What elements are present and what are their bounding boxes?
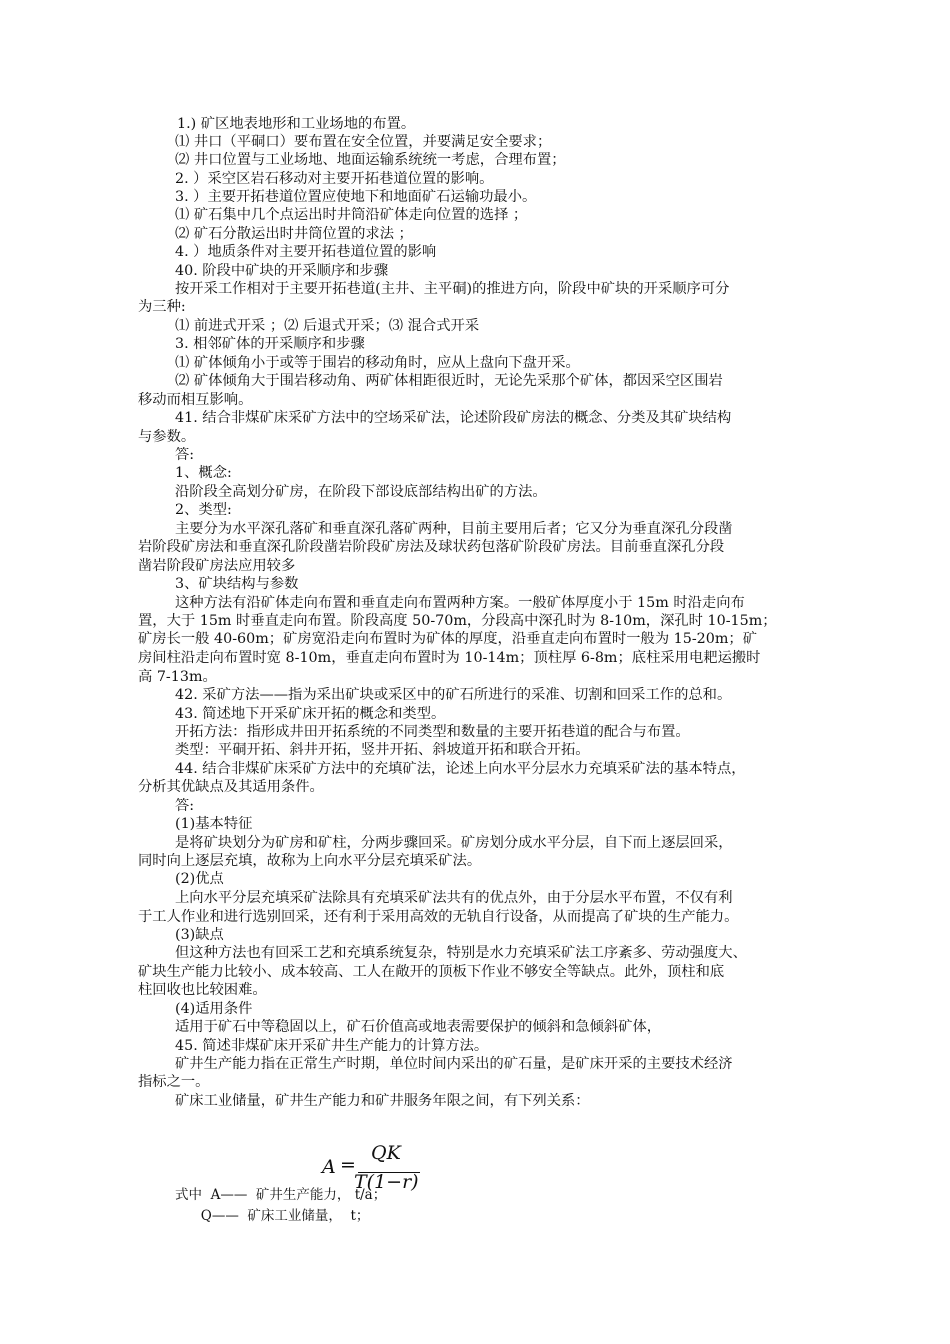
text-line: 44. 结合非煤矿床采矿方法中的充填矿法，论述上向水平分层水力充填采矿法的基本特点， [175, 761, 746, 777]
text-line: ⑵ 井口位置与工业场地、地面运输系统统一考虑，合理布置； [175, 152, 566, 168]
text-line: (2)优点 [175, 871, 224, 887]
text-line: 答: [175, 447, 195, 463]
text-line: 按开采工作相对于主要开拓巷道(主井、主平硐)的推进方向，阶段中矿块的开采顺序可分 [175, 281, 730, 297]
text-line: 3. 相邻矿体的开采顺序和步骤 [175, 336, 365, 352]
text-line: 与参数。 [138, 429, 196, 445]
text-line: ⑵ 矿体倾角大于围岩移动角、两矿体相距很近时，无论先采那个矿体，都因采空区围岩 [175, 373, 723, 389]
text-line: 1.) 矿区地表地形和工业场地的布置。 [177, 116, 416, 132]
text-line: 42. 采矿方法——指为采出矿块或采区中的矿石所进行的采准、切割和回采工作的总和。 [175, 687, 732, 703]
text-line: 矿床工业储量，矿井生产能力和矿井服务年限之间，有下列关系： [175, 1093, 590, 1109]
text-line: 2. ）采空区岩石移动对主要开拓巷道位置的影响。 [175, 171, 494, 187]
text-line: ⑴ 矿体倾角小于或等于围岩的移动角时，应从上盘向下盘开采。 [175, 355, 580, 371]
text-line: 矿房长一般 40-60m；矿房宽沿走向布置时为矿体的厚度，沿垂直走向布置时一般为 15-20m；矿 [138, 631, 758, 647]
text-line: 柱回收也比较困难。 [138, 982, 267, 998]
text-line: 类型：平硐开拓、斜井开拓，竖井开拓、斜坡道开拓和联合开拓。 [175, 742, 590, 758]
text-line: 为三种: [138, 299, 186, 315]
formula-definition: Q—— 矿床工业储量， t； [175, 1208, 370, 1224]
text-line: 沿阶段全高划分矿房，在阶段下部设底部结构出矿的方法。 [175, 484, 547, 500]
text-line: 凿岩阶段矿房法应用较多 [138, 558, 296, 574]
formula-definition: 式中 A—— 矿井生产能力， t/a； [175, 1187, 387, 1203]
formula-lhs: A [322, 1156, 336, 1178]
text-line: ⑵ 矿石分散运出时井筒位置的求法 ； [175, 226, 413, 242]
text-line: 2、类型: [175, 502, 232, 518]
text-line: 1、概念: [175, 465, 232, 481]
text-line: 高 7-13m。 [138, 669, 217, 685]
text-line: 指标之一。 [138, 1074, 210, 1090]
formula-equals: = [340, 1154, 356, 1176]
text-line: 适用于矿石中等稳固以上，矿石价值高或地表需要保护的倾斜和急倾斜矿体， [175, 1019, 662, 1035]
formula-numerator: QK [371, 1142, 401, 1164]
text-line: 矿井生产能力指在正常生产时期，单位时间内采出的矿石量，是矿床开采的主要技术经济 [175, 1056, 733, 1072]
text-line: ⑴ 前进式开采 ；⑵ 后退式开采；⑶ 混合式开采 [175, 318, 480, 334]
text-line: 3、矿块结构与参数 [175, 576, 299, 592]
text-line: 但这种方法也有回采工艺和充填系统复杂，特别是水力充填采矿法工序紊多、劳动强度大、 [175, 945, 747, 961]
text-line: 主要分为水平深孔落矿和垂直深孔落矿两种，目前主要用后者；它又分为垂直深孔分段凿 [175, 521, 733, 537]
text-line: 房间柱沿走向布置时宽 8-10m，垂直走向布置时为 10-14m；顶柱厚 6-8m；底柱采用电耙运搬时 [138, 650, 761, 666]
text-line: 分析其优缺点及其适用条件。 [138, 779, 324, 795]
text-line: 岩阶段矿房法和垂直深孔阶段凿岩阶段矿房法及球状药包落矿阶段矿房法。目前垂直深孔分段 [138, 539, 725, 555]
text-line: (4)适用条件 [175, 1001, 253, 1017]
text-line: 45. 简述非煤矿床开采矿井生产能力的计算方法。 [175, 1038, 489, 1054]
text-line: 3. ）主要开拓巷道位置应使地下和地面矿石运输功最小。 [175, 189, 537, 205]
text-line: 矿块生产能力比较小、成本较高、工人在敞开的顶板下作业不够安全等缺点。此外，顶柱和底 [138, 964, 725, 980]
text-line: 置，大于 15m 时垂直走向布置。阶段高度 50-70m，分段高中深孔时为 8-10m，深孔时 10-15m； [138, 613, 777, 629]
text-line: 4. ）地质条件对主要开拓巷道位置的影响 [175, 244, 437, 260]
text-line: 于工人作业和进行选别回采，还有利于采用高效的无轨自行设备，从而提高了矿块的生产能力。 [138, 909, 739, 925]
text-line: 答: [175, 798, 195, 814]
text-line: 41. 结合非煤矿床采矿方法中的空场采矿法，论述阶段矿房法的概念、分类及其矿块结构 [175, 410, 732, 426]
text-line: ⑴ 矿石集中几个点运出时井筒沿矿体走向位置的选择 ； [175, 207, 528, 223]
text-line: 这种方法有沿矿体走向布置和垂直走向布置两种方案。一般矿体厚度小于 15m 时沿走向布 [175, 595, 745, 611]
text-line: ⑴ 井口（平硐口）要布置在安全位置，并要满足安全要求； [175, 134, 552, 150]
formula-denominator: T(1−r) [354, 1171, 419, 1193]
text-line: 是将矿块划分为矿房和矿柱，分两步骤回采。矿房划分成水平分层，自下而上逐层回采， [175, 835, 733, 851]
text-line: 上向水平分层充填采矿法除具有充填采矿法共有的优点外，由于分层水平布置，不仅有利 [175, 890, 733, 906]
text-line: 开拓方法：指形成井田开拓系统的不同类型和数量的主要开拓巷道的配合与布置。 [175, 724, 690, 740]
text-line: 移动而相互影响。 [138, 392, 253, 408]
text-line: (3)缺点 [175, 927, 224, 943]
text-line: 同时向上逐层充填，故称为上向水平分层充填采矿法。 [138, 853, 482, 869]
text-line: 43. 简述地下开采矿床开拓的概念和类型。 [175, 706, 446, 722]
text-line: (1)基本特征 [175, 816, 253, 832]
text-line: 40. 阶段中矿块的开采顺序和步骤 [175, 263, 389, 279]
